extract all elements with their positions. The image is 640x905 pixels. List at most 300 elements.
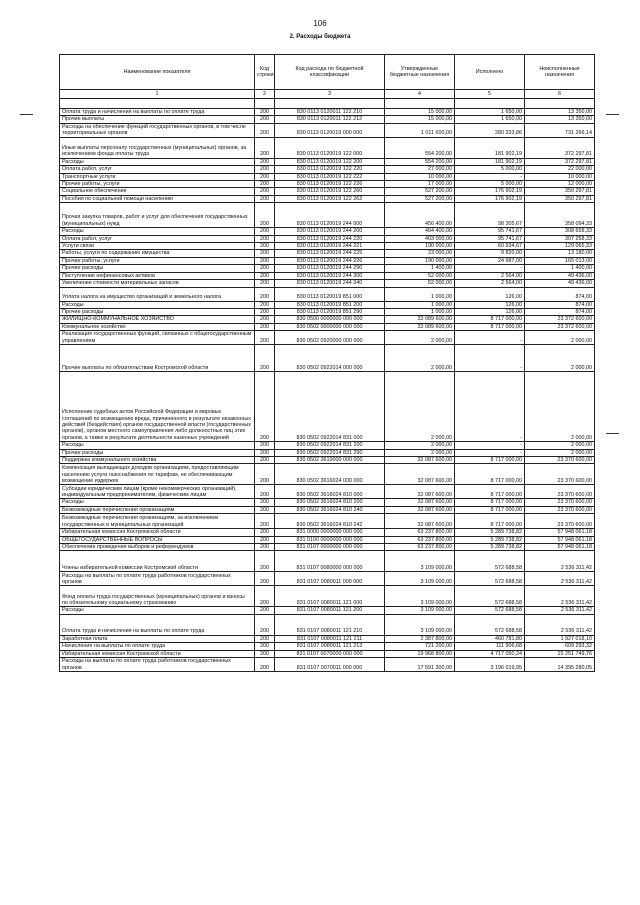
row-code: 200 <box>255 572 275 586</box>
table-row <box>60 499 595 506</box>
class-code: 830 0113 0120019 122 260 <box>275 188 385 195</box>
header-executed: Исполнено <box>455 55 525 90</box>
class-code: 830 0113 0120019 122 226 <box>275 181 385 188</box>
column-index: 2 <box>255 90 275 99</box>
header-approved: Утвержденные бюджетные назначения <box>385 55 455 90</box>
unexecuted-amount: 23 370 600,00 <box>525 514 595 529</box>
table-row <box>60 614 595 635</box>
class-code: 830 0113 0120019 244 221 <box>275 243 385 250</box>
approved-amount: 52 000,00 <box>385 280 455 287</box>
table-row <box>60 635 595 642</box>
executed-amount: 95 741,67 <box>455 228 525 235</box>
row-code: 200 <box>255 195 275 202</box>
unexecuted-amount: 2 000,00 <box>525 449 595 456</box>
executed-amount: 572 688,58 <box>455 572 525 586</box>
row-name: Пособия по социальной помощи населению <box>60 195 255 202</box>
class-code: 830 0502 0922014 831 000 <box>275 372 385 442</box>
row-name: Субсидии юридическим лицам (кроме некоммерческих организаций), индивидуальным предпринимателям, физическим лицам <box>60 485 255 499</box>
class-code: 830 0113 0120019 244 225 <box>275 250 385 257</box>
unexecuted-amount: 23 372 600,00 <box>525 323 595 330</box>
row-code: 200 <box>255 514 275 529</box>
row-code: 200 <box>255 280 275 287</box>
approved-amount: 1 000,00 <box>385 301 455 308</box>
row-code: 200 <box>255 173 275 180</box>
approved-amount: 721 200,00 <box>385 643 455 650</box>
approved-amount: 63 237 800,00 <box>385 529 455 536</box>
row-code: 200 <box>255 449 275 456</box>
executed-amount: 572 688,58 <box>455 607 525 614</box>
row-name: Социальное обеспечение <box>60 188 255 195</box>
executed-amount: 8 717 000,00 <box>455 485 525 499</box>
class-code: 830 0502 0922014 831 200 <box>275 442 385 449</box>
approved-amount: 17 591 300,00 <box>385 658 455 672</box>
executed-amount: 5 000,00 <box>455 181 525 188</box>
row-name: Транспортные услуги <box>60 173 255 180</box>
unexecuted-amount: 2 536 311,42 <box>525 614 595 635</box>
row-code: 200 <box>255 506 275 513</box>
executed-amount: 572 688,58 <box>455 614 525 635</box>
executed-amount: 2 564,00 <box>455 280 525 287</box>
approved-amount: 3 109 000,00 <box>385 551 455 572</box>
class-code: 830 0500 0000000 000 000 <box>275 316 385 323</box>
approved-amount: 52 000,00 <box>385 272 455 279</box>
class-code: 830 0113 0120019 851 000 <box>275 287 385 301</box>
row-code: 200 <box>255 235 275 242</box>
table-row <box>60 109 595 116</box>
executed-amount: 8 717 000,00 <box>455 506 525 513</box>
class-code: 830 0113 0120011 122 212 <box>275 116 385 123</box>
table-row <box>60 301 595 308</box>
executed-amount: 1 650,00 <box>455 109 525 116</box>
approved-amount: 32 087 600,00 <box>385 485 455 499</box>
approved-amount: 3 109 000,00 <box>385 614 455 635</box>
executed-amount: - <box>455 449 525 456</box>
row-name: Расходы <box>60 607 255 614</box>
class-code: 831 0107 0080011 121 200 <box>275 607 385 614</box>
approved-amount: 1 000,00 <box>385 308 455 315</box>
class-code: 831 0107 0080011 121 213 <box>275 643 385 650</box>
unexecuted-amount: 13 350,00 <box>525 109 595 116</box>
table-row <box>60 331 595 345</box>
section-title: 2. Расходы бюджета <box>289 34 351 40</box>
page-number: 106 <box>313 19 327 28</box>
unexecuted-amount: 350 297,81 <box>525 188 595 195</box>
column-index: 3 <box>275 90 385 99</box>
executed-amount: 181 902,19 <box>455 158 525 165</box>
row-name: Фонд оплаты труда государственных (муниципальных) органов и взносы по обязательному социальному страхованию <box>60 586 255 607</box>
table-row <box>60 323 595 330</box>
table-row <box>60 235 595 242</box>
expenditure-table <box>59 54 595 672</box>
row-name: Безвозмездные перечисления организациям <box>60 506 255 513</box>
row-name: Услуги связи <box>60 243 255 250</box>
row-name: Расходы на обеспечение функций государственных органов, в том числе территориальных органов <box>60 123 255 137</box>
approved-amount: 527 200,00 <box>385 195 455 202</box>
row-code: 200 <box>255 316 275 323</box>
unexecuted-amount: 10 000,00 <box>525 173 595 180</box>
approved-amount: 554 200,00 <box>385 158 455 165</box>
executed-amount: - <box>455 331 525 345</box>
executed-amount: - <box>455 265 525 272</box>
row-code: 200 <box>255 188 275 195</box>
approved-amount: 403 000,00 <box>385 235 455 242</box>
approved-amount: 554 200,00 <box>385 137 455 158</box>
row-name: Прочие работы, услуги <box>60 257 255 264</box>
row-name: Оплата работ, услуг <box>60 235 255 242</box>
executed-amount: 126,00 <box>455 301 525 308</box>
executed-amount: 3 196 019,95 <box>455 658 525 672</box>
table-row <box>60 250 595 257</box>
row-code: 200 <box>255 272 275 279</box>
row-name: Исполнение судебных актов Российской Федерации и мировых соглашений по возмещению вреда, причиненного в результате незаконных действий (бездействия) органов государственной власти (государственных органов), органов местного самоуправления либо должностных лиц этих органов, а также в результате деятельности казенных учреждений <box>60 372 255 442</box>
column-index: 4 <box>385 90 455 99</box>
row-code: 200 <box>255 137 275 158</box>
row-code: 200 <box>255 456 275 463</box>
approved-amount: 32 087 600,00 <box>385 506 455 513</box>
unexecuted-amount: 12 000,00 <box>525 181 595 188</box>
class-code: 830 0113 0120019 851 200 <box>275 301 385 308</box>
row-name: Увеличение стоимости материальных запасов <box>60 280 255 287</box>
row-name: Расходы <box>60 158 255 165</box>
class-code: 830 0502 3616024 810 000 <box>275 485 385 499</box>
table-row <box>60 643 595 650</box>
approved-amount: 63 237 800,00 <box>385 536 455 543</box>
table-row <box>60 158 595 165</box>
unexecuted-amount: 57 948 061,18 <box>525 536 595 543</box>
class-code: 831 0107 0080011 121 210 <box>275 614 385 635</box>
row-name: Оплата труда и начисления на выплаты по оплате труда <box>60 614 255 635</box>
row-code: 200 <box>255 635 275 642</box>
executed-amount: 280 333,86 <box>455 123 525 137</box>
executed-amount: 95 741,67 <box>455 235 525 242</box>
class-code: 830 0502 0922014 831 290 <box>275 449 385 456</box>
table-row <box>60 280 595 287</box>
row-name: Расходы <box>60 442 255 449</box>
class-code: 830 0113 0120019 122 220 <box>275 166 385 173</box>
table-row <box>60 123 595 137</box>
executed-amount: 8 717 000,00 <box>455 456 525 463</box>
table-row <box>60 272 595 279</box>
executed-amount: 2 564,00 <box>455 272 525 279</box>
table-row <box>60 228 595 235</box>
table-row <box>60 203 595 228</box>
column-index: 6 <box>525 90 595 99</box>
class-code: 831 0107 0070011 000 000 <box>275 658 385 672</box>
approved-amount: 32 089 600,00 <box>385 316 455 323</box>
row-code: 200 <box>255 243 275 250</box>
unexecuted-amount: 22 000,00 <box>525 166 595 173</box>
unexecuted-amount: 23 370 600,00 <box>525 506 595 513</box>
class-code: 830 0113 0120019 244 220 <box>275 235 385 242</box>
table-row <box>60 442 595 449</box>
row-code: 200 <box>255 287 275 301</box>
approved-amount: 3 109 000,00 <box>385 572 455 586</box>
class-code: 830 0113 0120019 122 200 <box>275 158 385 165</box>
executed-amount: 8 717 000,00 <box>455 323 525 330</box>
approved-amount: 527 200,00 <box>385 188 455 195</box>
unexecuted-amount: 2 536 311,42 <box>525 586 595 607</box>
executed-amount: 460 781,80 <box>455 635 525 642</box>
unexecuted-amount: 1 927 018,10 <box>525 635 595 642</box>
unexecuted-amount: 23 370 600,00 <box>525 464 595 485</box>
row-name: Расходы <box>60 499 255 506</box>
executed-amount: 126,00 <box>455 308 525 315</box>
class-code <box>275 99 385 109</box>
header-name: Наименование показателя <box>60 55 255 90</box>
row-name: Компенсация выпадающих доходов организациям, предоставляющим населению услуги газоснабжения по тарифам, не обеспечивающим возмещение издержек <box>60 464 255 485</box>
row-name: Расходы <box>60 301 255 308</box>
executed-amount: 8 717 000,00 <box>455 499 525 506</box>
row-name: Прочие работы, услуги <box>60 181 255 188</box>
unexecuted-amount: 23 370 600,00 <box>525 456 595 463</box>
table-row <box>60 650 595 657</box>
executed-amount: 8 717 000,00 <box>455 316 525 323</box>
unexecuted-amount: 2 000,00 <box>525 345 595 372</box>
approved-amount: 2 000,00 <box>385 372 455 442</box>
row-code: 200 <box>255 301 275 308</box>
row-code: 200 <box>255 614 275 635</box>
margin-mark-left <box>20 114 33 115</box>
table-row <box>60 188 595 195</box>
class-code: 830 0113 0120019 244 300 <box>275 272 385 279</box>
class-code: 830 0113 0120019 122 262 <box>275 195 385 202</box>
approved-amount: 2 000,00 <box>385 345 455 372</box>
row-code: 200 <box>255 265 275 272</box>
margin-mark-right <box>606 433 619 434</box>
table-row <box>60 308 595 315</box>
table-row <box>60 173 595 180</box>
row-name: Начисления на выплаты по оплате труда <box>60 643 255 650</box>
table-row <box>60 543 595 550</box>
approved-amount: 1 011 600,00 <box>385 123 455 137</box>
row-name: Прочая закупка товаров, работ и услуг для обеспечения государственных (муниципальных) нужд <box>60 203 255 228</box>
row-code: 200 <box>255 166 275 173</box>
header-row <box>60 55 595 90</box>
executed-amount: - <box>455 173 525 180</box>
row-code: 200 <box>255 250 275 257</box>
executed-amount: 176 902,19 <box>455 195 525 202</box>
row-name: ЖИЛИЩНО-КОММУНАЛЬНОЕ ХОЗЯЙСТВО <box>60 316 255 323</box>
approved-amount: 404 400,00 <box>385 228 455 235</box>
class-code: 831 0000 0000000 000 000 <box>275 529 385 536</box>
row-name: Члены избирательной комиссии Костромской области <box>60 551 255 572</box>
table-row <box>60 536 595 543</box>
approved-amount: 3 109 000,00 <box>385 586 455 607</box>
unexecuted-amount: 372 297,81 <box>525 137 595 158</box>
unexecuted-amount: 874,00 <box>525 308 595 315</box>
executed-amount: - <box>455 442 525 449</box>
approved-amount: 19 968 800,00 <box>385 650 455 657</box>
header-class-code: Код расхода по бюджетной классификации <box>275 55 385 90</box>
table-row <box>60 506 595 513</box>
approved-amount: 1 000,00 <box>385 287 455 301</box>
row-code: 200 <box>255 607 275 614</box>
table-row <box>60 257 595 264</box>
table-row <box>60 551 595 572</box>
row-name: Прочие выплаты <box>60 116 255 123</box>
table-row <box>60 243 595 250</box>
unexecuted-amount: 874,00 <box>525 287 595 301</box>
row-code: 200 <box>255 331 275 345</box>
class-code: 831 0107 0080011 000 000 <box>275 572 385 586</box>
unexecuted-amount: 1 400,00 <box>525 265 595 272</box>
unexecuted-amount <box>525 99 595 109</box>
column-index-row <box>60 90 595 99</box>
executed-amount: 1 650,00 <box>455 116 525 123</box>
executed-amount: - <box>455 372 525 442</box>
margin-mark-right <box>606 114 619 115</box>
executed-amount: 176 902,19 <box>455 188 525 195</box>
column-index: 1 <box>60 90 255 99</box>
table-row <box>60 166 595 173</box>
row-code: 200 <box>255 257 275 264</box>
header-row-code: Код строки <box>255 55 275 90</box>
unexecuted-amount: 13 180,00 <box>525 250 595 257</box>
unexecuted-amount: 307 258,33 <box>525 235 595 242</box>
approved-amount: 32 087 600,00 <box>385 456 455 463</box>
row-name: Безвозмездные перечисления организациям, за исключением государственных и муниципальных организаций <box>60 514 255 529</box>
unexecuted-amount: 49 436,00 <box>525 280 595 287</box>
executed-amount: 4 717 050,24 <box>455 650 525 657</box>
class-code: 830 0113 0120019 244 340 <box>275 280 385 287</box>
unexecuted-amount: 2 536 311,42 <box>525 551 595 572</box>
row-code: 200 <box>255 109 275 116</box>
row-code: 200 <box>255 499 275 506</box>
column-index: 5 <box>455 90 525 99</box>
row-name: Работы, услуги по содержанию имущества <box>60 250 255 257</box>
unexecuted-amount: 609 293,32 <box>525 643 595 650</box>
unexecuted-amount: 23 370 600,00 <box>525 485 595 499</box>
executed-amount: 24 987,00 <box>455 257 525 264</box>
approved-amount: 32 089 600,00 <box>385 323 455 330</box>
row-name: Иные выплаты персоналу государственных (муниципальных) органов, за исключением фонда оплаты труда <box>60 137 255 158</box>
unexecuted-amount: 731 266,14 <box>525 123 595 137</box>
row-code: 200 <box>255 158 275 165</box>
unexecuted-amount: 165 013,00 <box>525 257 595 264</box>
unexecuted-amount: 308 658,33 <box>525 228 595 235</box>
row-code: 200 <box>255 228 275 235</box>
table-row <box>60 116 595 123</box>
table-row <box>60 464 595 485</box>
row-code: 200 <box>255 586 275 607</box>
class-code: 831 0107 0070000 000 000 <box>275 650 385 657</box>
class-code: 831 0107 0080011 121 211 <box>275 635 385 642</box>
table-row <box>60 345 595 372</box>
row-code: 200 <box>255 551 275 572</box>
unexecuted-amount: 874,00 <box>525 301 595 308</box>
table-row <box>60 449 595 456</box>
approved-amount: 32 087 600,00 <box>385 514 455 529</box>
unexecuted-amount: 57 948 061,18 <box>525 543 595 550</box>
executed-amount: 111 906,68 <box>455 643 525 650</box>
approved-amount: 190 000,00 <box>385 257 455 264</box>
table-row <box>60 456 595 463</box>
class-code: 830 0502 3616024 810 242 <box>275 514 385 529</box>
row-code: 200 <box>255 650 275 657</box>
row-code <box>255 99 275 109</box>
approved-amount <box>385 99 455 109</box>
class-code: 831 0107 0000000 000 000 <box>275 543 385 550</box>
executed-amount: 8 717 000,00 <box>455 514 525 529</box>
approved-amount: 2 387 800,00 <box>385 635 455 642</box>
row-name: Избирательная комиссия Костромской области <box>60 529 255 536</box>
table-row <box>60 265 595 272</box>
class-code: 831 0107 0080000 000 000 <box>275 551 385 572</box>
approved-amount: 17 000,00 <box>385 181 455 188</box>
row-name <box>60 99 255 109</box>
approved-amount: 63 237 800,00 <box>385 543 455 550</box>
unexecuted-amount: 350 297,81 <box>525 195 595 202</box>
table-row <box>60 316 595 323</box>
class-code: 830 0502 3616024 810 200 <box>275 499 385 506</box>
class-code: 830 0113 0120019 122 000 <box>275 137 385 158</box>
row-name: ОБЩЕГОСУДАРСТВЕННЫЕ ВОПРОСЫ <box>60 536 255 543</box>
executed-amount: 9 820,00 <box>455 250 525 257</box>
row-code: 200 <box>255 442 275 449</box>
row-code: 200 <box>255 658 275 672</box>
class-code: 831 0100 0000000 000 000 <box>275 536 385 543</box>
class-code: 830 0113 0120019 244 226 <box>275 257 385 264</box>
approved-amount: 2 000,00 <box>385 449 455 456</box>
table-row <box>60 287 595 301</box>
unexecuted-amount: 2 000,00 <box>525 442 595 449</box>
table-row <box>60 372 595 442</box>
row-name: Расходы <box>60 228 255 235</box>
executed-amount: 98 305,67 <box>455 203 525 228</box>
executed-amount: 8 717 000,00 <box>455 464 525 485</box>
approved-amount: 2 000,00 <box>385 442 455 449</box>
row-code: 200 <box>255 485 275 499</box>
executed-amount: 5 289 738,82 <box>455 536 525 543</box>
row-name: Прочие расходы <box>60 265 255 272</box>
class-code: 831 0107 0080011 121 000 <box>275 586 385 607</box>
row-name: Обеспечение проведения выборов и референдумов <box>60 543 255 550</box>
row-code: 200 <box>255 308 275 315</box>
row-name: Поступление нефинансовых активов <box>60 272 255 279</box>
row-name: Реализация государственных функций, связанных с общегосударственным управлением <box>60 331 255 345</box>
class-code: 830 0113 0120019 122 222 <box>275 173 385 180</box>
executed-amount: - <box>455 345 525 372</box>
table-row <box>60 529 595 536</box>
class-code: 830 0502 3610000 000 000 <box>275 456 385 463</box>
row-code: 200 <box>255 116 275 123</box>
row-name: Уплата налога на имущество организаций и земельного налога <box>60 287 255 301</box>
unexecuted-amount: 13 350,00 <box>525 116 595 123</box>
table-row <box>60 485 595 499</box>
approved-amount: 23 000,00 <box>385 250 455 257</box>
row-name: Оплата труда и начисления на выплаты по оплате труда <box>60 109 255 116</box>
row-code: 200 <box>255 345 275 372</box>
row-name: Оплата работ, услуг <box>60 166 255 173</box>
unexecuted-amount: 2 536 311,42 <box>525 607 595 614</box>
table-row <box>60 181 595 188</box>
class-code: 830 0502 0000000 000 000 <box>275 323 385 330</box>
executed-amount: 5 000,00 <box>455 166 525 173</box>
row-name: Прочие расходы <box>60 308 255 315</box>
unexecuted-amount: 23 372 600,00 <box>525 316 595 323</box>
row-code: 200 <box>255 203 275 228</box>
approved-amount: 15 000,00 <box>385 109 455 116</box>
row-code: 200 <box>255 529 275 536</box>
executed-amount: 572 688,58 <box>455 586 525 607</box>
class-code: 830 0113 0120019 244 000 <box>275 203 385 228</box>
table-row <box>60 99 595 109</box>
unexecuted-amount: 129 065,33 <box>525 243 595 250</box>
executed-amount: 60 934,67 <box>455 243 525 250</box>
unexecuted-amount: 23 370 600,00 <box>525 499 595 506</box>
table-row <box>60 572 595 586</box>
approved-amount: 456 400,00 <box>385 203 455 228</box>
